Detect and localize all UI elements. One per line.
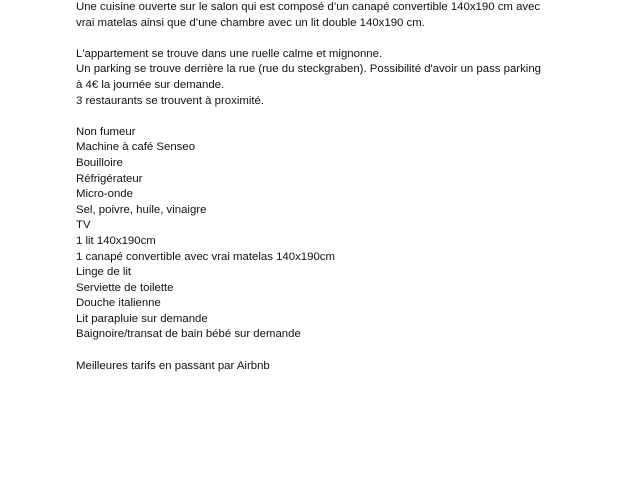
amenity-item: Linge de lit [76, 266, 132, 279]
paragraph-gap [76, 31, 616, 47]
closing-text: Meilleures tarifs en passant par Airbnb [76, 359, 270, 372]
intro-paragraph [76, 0, 616, 31]
text-line: L'appartement se trouve dans une ruelle calme et mignonne. [76, 47, 383, 60]
amenity-item: Bouilloire [76, 156, 123, 169]
amenities-list [76, 125, 616, 343]
amenity-item: Machine à café Senseo [76, 141, 196, 154]
closing-paragraph [76, 359, 616, 375]
text-line: vrai matelas ainsi que d’une chambre avec un lit double 140x190 cm. [76, 16, 425, 29]
amenity-item: 1 canapé convertible avec vrai matelas 140x190cm [76, 250, 335, 263]
paragraph-gap [76, 343, 616, 359]
amenity-item: Serviette de toilette [76, 281, 174, 294]
amenity-item: Réfrigérateur [76, 172, 143, 185]
amenity-item: Baignoire/transat de bain bébé sur demande [76, 328, 301, 341]
amenity-item: Douche italienne [76, 297, 161, 310]
amenity-item: Lit parapluie sur demande [76, 312, 208, 325]
amenity-item: 1 lit 140x190cm [76, 234, 156, 247]
amenity-item: TV [76, 219, 91, 232]
amenity-item: Micro-onde [76, 188, 133, 201]
document-body [76, 0, 616, 374]
amenity-item: Sel, poivre, huile, vinaigre [76, 203, 207, 216]
text-line: Un parking se trouve derrière la rue (rue du steckgraben). Possibilité d'avoir un pass parking [76, 63, 541, 76]
text-line: à 4€ la journée sur demande. [76, 78, 225, 91]
paragraph-gap [76, 109, 616, 125]
text-line: 3 restaurants se trouvent à proximité. [76, 94, 265, 107]
location-paragraph [76, 47, 616, 109]
amenity-item: Non fumeur [76, 125, 136, 138]
text-line: Une cuisine ouverte sur le salon qui est composé d’un canapé convertible 140x190 cm avec [76, 1, 541, 13]
